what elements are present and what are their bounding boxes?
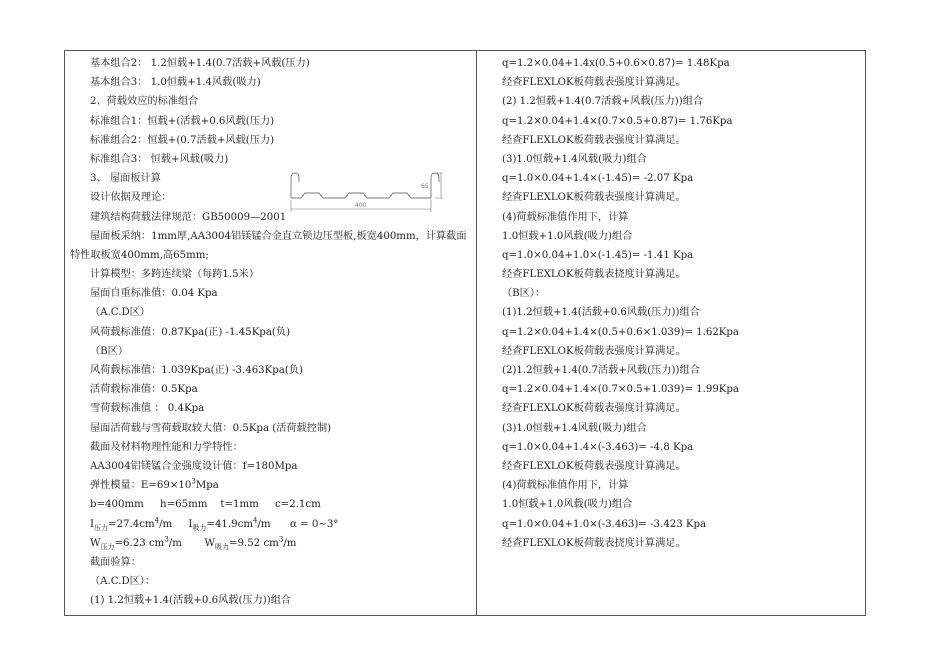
- text-line: (3)1.0恒载+1.4风载(吸力)组合: [502, 153, 647, 165]
- text-line: 弹性模量：$E=69\times 10^3Mpa$: [90, 477, 219, 492]
- text-line: （A.C.D区）: [90, 307, 150, 319]
- text-line: (4)荷载标准值作用下，计算: [502, 480, 629, 492]
- text-line: q=1.0×0.04+1.4×(-3.463)= -4.8 Kpa: [502, 441, 694, 453]
- text-line: (2)1.2恒载+1.4(0.7活载+风载(压力))组合: [502, 365, 700, 376]
- text-line: 经查FLEXLOK板荷载表挠度计算满足。: [502, 269, 686, 281]
- dim-width-label: 400: [355, 202, 367, 209]
- text-line: 经查FLEXLOK板荷载表强度计算满足。: [502, 403, 686, 415]
- section-heading: 3、 屋面板计算: [90, 173, 161, 185]
- text-line: (3)1.0恒载+1.4风载(吸力)组合: [502, 422, 647, 434]
- text-line: 活荷载标准值：0.5Kpa: [90, 384, 198, 396]
- text-line: (4)荷载标准值作用下，计算: [502, 211, 629, 223]
- text-line: q=1.0×0.04+1.0×(-3.463)= -3.423 Kpa: [502, 518, 707, 530]
- dim-height-label: 65: [421, 183, 429, 190]
- text-line: 雪荷载标准值 ： 0.4Kpa: [90, 403, 205, 415]
- text-line: （B区）：: [502, 288, 546, 300]
- text-line: $I_{压力}=27.4cm^4/m$ $I_{吸力}=41.9cm^4/m$ α = 0~3°: [90, 516, 339, 532]
- left-column: [70, 54, 472, 610]
- text-line: 设计依据及理论：: [90, 192, 172, 204]
- text-line: $W_{压力}=6.23$ $cm^3/m$ $W_{吸力}=9.52$ $cm^3/m$: [90, 535, 297, 551]
- text-line: q=1.2×0.04+1.4×(0.5+0.6×1.039)= 1.62Kpa: [502, 326, 740, 338]
- text-line: 屋面活荷载与雪荷载取较大值：0.5Kpa (活荷载控制): [90, 422, 332, 434]
- text-line: 1.0恒载+1.0风载(吸力)组合: [502, 499, 633, 511]
- text-line: （B区）: [90, 345, 129, 357]
- text-line: （A.C.D区）：: [90, 576, 156, 588]
- text-line: b=400mm h=65mm t=1mm c=2.1cm: [90, 499, 321, 511]
- text-line: AA3004铝镁锰合金强度设计值：f=180Mpa: [90, 460, 298, 472]
- text-line: 经查FLEXLOK板荷载表强度计算满足。: [502, 345, 686, 357]
- text-line: q=1.2×0.04+1.4×(0.7×0.5+0.87)= 1.76Kpa: [502, 115, 733, 127]
- text-line: 建筑结构荷载法律规范：GB50009—2001: [90, 211, 287, 223]
- text-line: q=1.0×0.04+1.4×(-1.45)= -2.07 Kpa: [502, 173, 694, 185]
- text-line: 标准组合3： 恒载+风载(吸力): [90, 153, 229, 165]
- text-paragraph: 屋面板采纳：1mm厚,AA3004铝镁锰合金直立锁边压型板,板宽400mm，计算截面特性取板宽400mm,高65mm;: [70, 230, 467, 261]
- text-line: 经查FLEXLOK板荷载表强度计算满足。: [502, 460, 686, 472]
- text-line: 屋面自重标准值：0.04 Kpa: [90, 288, 218, 300]
- column-divider: [476, 50, 477, 616]
- text-line: q=1.0×0.04+1.0×(-1.45)= -1.41 Kpa: [502, 249, 694, 261]
- text-line: 经查FLEXLOK板荷载表强度计算满足。: [502, 134, 686, 146]
- text-line: 风荷载标准值：0.87Kpa(正) -1.45Kpa(负): [90, 326, 291, 338]
- text-line: (1)1.2恒载+1.4(活载+0.6风载(压力))组合: [502, 307, 700, 319]
- text-line: q=1.2×0.04+1.4×(0.7×0.5+1.039)= 1.99Kpa: [502, 384, 740, 396]
- section-heading: 2、荷载效应的标准组合: [90, 96, 199, 108]
- text-line: q=1.2×0.04+1.4x(0.5+0.6×0.87)= 1.48Kpa: [502, 58, 730, 69]
- text-line: 经查FLEXLOK板荷载表强度计算满足。: [502, 192, 686, 204]
- text-line: 风荷载标准值：1.039Kpa(正) -3.463Kpa(负): [90, 365, 304, 377]
- right-column: [482, 54, 862, 553]
- text-line: 计算模型：多跨连续梁（每跨1.5米）: [90, 269, 260, 281]
- text-line: 经查FLEXLOK板荷载表挠度计算满足。: [502, 537, 686, 549]
- text-line: (1) 1.2恒载+1.4(活载+0.6风载(压力))组合: [90, 595, 292, 607]
- text-line: 1.0恒载+1.0风载(吸力)组合: [502, 230, 633, 242]
- text-line: (2) 1.2恒载+1.4(0.7活载+风载(压力))组合: [502, 96, 704, 108]
- text-line: 标准组合2：恒载+(0.7活载+风载(压力): [90, 134, 275, 146]
- text-line: 截面及材料物理性能和力学特性：: [90, 441, 243, 453]
- panel-profile-diagram: [285, 168, 445, 216]
- text-line: 标准组合1：恒载+(活载+0.6风载(压力): [90, 115, 275, 127]
- text-line: 经查FLEXLOK板荷载表强度计算满足。: [502, 77, 686, 89]
- text-line: 基本组合3： 1.0恒载+1.4风载(吸力): [90, 77, 261, 89]
- text-line: 截面验算：: [90, 556, 141, 568]
- text-line: 基本组合2： 1.2恒载+1.4(0.7活载+风载(压力): [90, 58, 310, 69]
